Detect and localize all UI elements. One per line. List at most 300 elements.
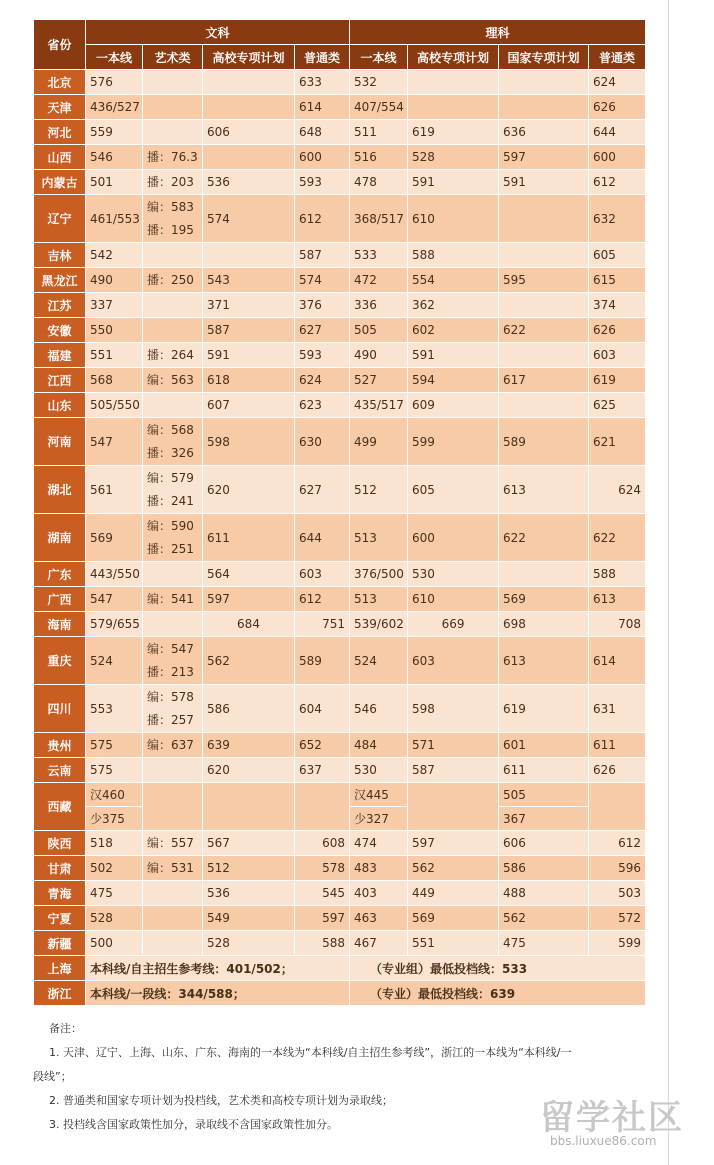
province-cell: 福建 xyxy=(34,343,86,368)
cell-li-1: 546 xyxy=(350,685,408,733)
cell-li-4: 622 xyxy=(589,514,646,562)
cell-li-3: 589 xyxy=(499,418,589,466)
cell-li-2: 597 xyxy=(408,831,499,856)
table-row xyxy=(34,906,646,931)
table-row xyxy=(34,70,646,95)
cell-li-3: 475 xyxy=(499,931,589,956)
cell-wen-1: 少375 xyxy=(86,807,143,831)
note-1: 1. 天津、辽宁、上海、山东、广东、海南的一本线为“本科线/自主招生参考线”，浙江的一本线为“本科线/一 xyxy=(49,1046,572,1059)
cell-line: 编：637 xyxy=(147,737,194,752)
cell-wen-3: 606 xyxy=(203,120,295,145)
cell-li-4: 612 xyxy=(589,170,646,195)
province-cell: 吉林 xyxy=(34,243,86,268)
cell-li-1: 403 xyxy=(350,881,408,906)
cell-wen-3: 620 xyxy=(203,758,295,783)
cell-wen-3: 598 xyxy=(203,418,295,466)
cell-wen-2 xyxy=(143,293,203,318)
table-row xyxy=(34,145,646,170)
cell-li-4: 631 xyxy=(589,685,646,733)
cell-li-4: 605 xyxy=(589,243,646,268)
province-cell: 内蒙古 xyxy=(34,170,86,195)
cell-li-4 xyxy=(589,783,646,831)
cell-wen-1: 436/527 xyxy=(86,95,143,120)
cell-li-4: 572 xyxy=(589,906,646,931)
cell-wen-1: 461/553 xyxy=(86,195,143,243)
cell-wen-1: 518 xyxy=(86,831,143,856)
cell-li-1: 474 xyxy=(350,831,408,856)
header-wen: 文科 xyxy=(86,20,350,45)
cell-wen-2 xyxy=(143,95,203,120)
cell-wen-1: 汉460 xyxy=(86,783,143,807)
cell-wen-2 xyxy=(143,318,203,343)
province-cell: 河南 xyxy=(34,418,86,466)
cell-li-3: 613 xyxy=(499,466,589,514)
cell-li-4: 626 xyxy=(589,95,646,120)
province-cell: 重庆 xyxy=(34,637,86,685)
cell-wen-3: 567 xyxy=(203,831,295,856)
cell-li-3 xyxy=(499,562,589,587)
cell-li-3 xyxy=(499,95,589,120)
cell-wen-3: 371 xyxy=(203,293,295,318)
cell-wen-4: 578 xyxy=(295,856,350,881)
cell-wen-3 xyxy=(203,70,295,95)
table-row xyxy=(34,587,646,612)
cell-wen-4: 597 xyxy=(295,906,350,931)
cell-wen-2 xyxy=(143,368,203,393)
table-row xyxy=(34,368,646,393)
cell-li-3: 611 xyxy=(499,758,589,783)
cell-li-2: 528 xyxy=(408,145,499,170)
cell-li-3: 562 xyxy=(499,906,589,931)
cell-wen-3: 620 xyxy=(203,466,295,514)
note-1-cont: 段线”； xyxy=(33,1070,72,1083)
province-cell: 辽宁 xyxy=(34,195,86,243)
cell-wen-4 xyxy=(295,783,350,831)
header-li-col: 一本线 xyxy=(350,45,408,70)
header-wen-col: 高校专项计划 xyxy=(203,45,295,70)
cell-li-4: 624 xyxy=(589,70,646,95)
cell-wen-2 xyxy=(143,343,203,368)
cell-wen-2 xyxy=(143,393,203,418)
cell-wen-4: 603 xyxy=(295,562,350,587)
special-note-right: （专业组）最低投档线：533 xyxy=(350,956,646,981)
province-cell: 江苏 xyxy=(34,293,86,318)
cell-wen-1: 443/550 xyxy=(86,562,143,587)
cell-li-3 xyxy=(499,243,589,268)
cell-li-2: 571 xyxy=(408,733,499,758)
cell-li-3 xyxy=(499,343,589,368)
cell-line: 编：590 xyxy=(147,518,194,533)
cell-li-1: 407/554 xyxy=(350,95,408,120)
cell-wen-3: 591 xyxy=(203,343,295,368)
cell-wen-1: 505/550 xyxy=(86,393,143,418)
header-wen-col: 普通类 xyxy=(295,45,350,70)
cell-wen-2 xyxy=(143,856,203,881)
cell-wen-2 xyxy=(143,466,203,514)
cell-line: 编：578 xyxy=(147,689,194,704)
cell-wen-3: 618 xyxy=(203,368,295,393)
cell-li-2: 362 xyxy=(408,293,499,318)
cell-wen-3: 536 xyxy=(203,170,295,195)
table-row xyxy=(34,931,646,956)
cell-line: 编：531 xyxy=(147,860,194,875)
cell-line: 播：257 xyxy=(147,712,194,727)
province-cell: 江西 xyxy=(34,368,86,393)
cell-wen-4: 604 xyxy=(295,685,350,733)
cell-li-1: 532 xyxy=(350,70,408,95)
cell-wen-3 xyxy=(203,145,295,170)
cell-li-4: 614 xyxy=(589,637,646,685)
cell-wen-4: 751 xyxy=(295,612,350,637)
province-cell: 云南 xyxy=(34,758,86,783)
cell-wen-1: 575 xyxy=(86,733,143,758)
cell-wen-3 xyxy=(203,243,295,268)
province-cell: 甘肃 xyxy=(34,856,86,881)
table-row xyxy=(34,170,646,195)
province-cell: 青海 xyxy=(34,881,86,906)
cell-li-4: 503 xyxy=(589,881,646,906)
cell-li-2: 551 xyxy=(408,931,499,956)
header-province: 省份 xyxy=(34,20,86,70)
cell-wen-2 xyxy=(143,514,203,562)
cell-wen-4: 608 xyxy=(295,831,350,856)
cell-li-1: 533 xyxy=(350,243,408,268)
table-row xyxy=(34,981,646,1006)
cell-li-4: 625 xyxy=(589,393,646,418)
cell-line: 播：241 xyxy=(147,493,194,508)
header-wen-col: 一本线 xyxy=(86,45,143,70)
cell-li-3 xyxy=(499,195,589,243)
cell-li-4: 632 xyxy=(589,195,646,243)
province-cell: 宁夏 xyxy=(34,906,86,931)
cell-wen-1: 502 xyxy=(86,856,143,881)
cell-wen-1: 550 xyxy=(86,318,143,343)
cell-li-4: 612 xyxy=(589,831,646,856)
cell-li-1: 524 xyxy=(350,637,408,685)
cell-wen-3: 562 xyxy=(203,637,295,685)
cell-wen-1: 490 xyxy=(86,268,143,293)
cell-wen-2 xyxy=(143,243,203,268)
cell-li-1: 505 xyxy=(350,318,408,343)
cell-wen-2 xyxy=(143,831,203,856)
cell-li-3 xyxy=(499,70,589,95)
province-cell: 广东 xyxy=(34,562,86,587)
cell-wen-1: 551 xyxy=(86,343,143,368)
cell-li-3: 617 xyxy=(499,368,589,393)
cell-wen-4: 600 xyxy=(295,145,350,170)
cell-li-1: 472 xyxy=(350,268,408,293)
cell-li-2: 587 xyxy=(408,758,499,783)
header-li: 理科 xyxy=(350,20,646,45)
cell-wen-2 xyxy=(143,612,203,637)
cell-li-1: 527 xyxy=(350,368,408,393)
cell-wen-3: 586 xyxy=(203,685,295,733)
cell-li-1: 336 xyxy=(350,293,408,318)
cell-line: 编：583 xyxy=(147,199,194,214)
cell-wen-2 xyxy=(143,195,203,243)
province-cell: 海南 xyxy=(34,612,86,637)
cell-wen-1: 500 xyxy=(86,931,143,956)
cell-wen-4: 612 xyxy=(295,587,350,612)
cell-wen-4: 627 xyxy=(295,466,350,514)
cell-wen-4: 633 xyxy=(295,70,350,95)
table-row xyxy=(34,783,646,807)
province-cell: 浙江 xyxy=(34,981,86,1006)
cell-li-3: 488 xyxy=(499,881,589,906)
cell-li-3 xyxy=(499,393,589,418)
cell-wen-4: 593 xyxy=(295,343,350,368)
cell-wen-4: 648 xyxy=(295,120,350,145)
cell-wen-1: 501 xyxy=(86,170,143,195)
cell-line: 编：579 xyxy=(147,470,194,485)
table-row xyxy=(34,831,646,856)
cell-wen-1: 542 xyxy=(86,243,143,268)
cell-wen-4: 644 xyxy=(295,514,350,562)
cell-li-1: 511 xyxy=(350,120,408,145)
province-cell: 北京 xyxy=(34,70,86,95)
cell-li-1: 530 xyxy=(350,758,408,783)
cell-li-2: 602 xyxy=(408,318,499,343)
province-cell: 西藏 xyxy=(34,783,86,831)
cell-li-4: 611 xyxy=(589,733,646,758)
table-row xyxy=(34,466,646,514)
cell-li-2: 619 xyxy=(408,120,499,145)
cell-li-4: 621 xyxy=(589,418,646,466)
note-3: 3. 投档线含国家政策性加分，录取线不含国家政策性加分。 xyxy=(49,1118,338,1131)
cell-wen-1: 546 xyxy=(86,145,143,170)
cell-li-1: 513 xyxy=(350,514,408,562)
cell-wen-4: 637 xyxy=(295,758,350,783)
province-cell: 黑龙江 xyxy=(34,268,86,293)
cell-wen-2 xyxy=(143,881,203,906)
table-row xyxy=(34,758,646,783)
watermark-text: 留学社区 xyxy=(540,1098,684,1138)
cell-wen-3: 512 xyxy=(203,856,295,881)
cell-li-1: 少327 xyxy=(350,807,408,831)
province-cell: 贵州 xyxy=(34,733,86,758)
cell-wen-4: 589 xyxy=(295,637,350,685)
province-cell: 四川 xyxy=(34,685,86,733)
cell-li-2: 591 xyxy=(408,343,499,368)
cell-wen-3: 549 xyxy=(203,906,295,931)
cell-wen-3: 528 xyxy=(203,931,295,956)
cell-li-2: 588 xyxy=(408,243,499,268)
cell-wen-2 xyxy=(143,70,203,95)
cell-line: 编：541 xyxy=(147,591,194,606)
cell-wen-2 xyxy=(143,758,203,783)
province-cell: 湖北 xyxy=(34,466,86,514)
cell-wen-1: 553 xyxy=(86,685,143,733)
cell-wen-4: 630 xyxy=(295,418,350,466)
cell-wen-1: 337 xyxy=(86,293,143,318)
province-cell: 广西 xyxy=(34,587,86,612)
cell-line: 播：251 xyxy=(147,541,194,556)
cell-wen-3: 684 xyxy=(203,612,295,637)
cell-line: 播：264 xyxy=(147,347,194,362)
cell-li-4: 708 xyxy=(589,612,646,637)
cell-li-3: 367 xyxy=(499,807,589,831)
cell-wen-2 xyxy=(143,733,203,758)
cell-li-1: 478 xyxy=(350,170,408,195)
table-row xyxy=(34,195,646,243)
cell-li-2: 598 xyxy=(408,685,499,733)
cell-wen-1: 576 xyxy=(86,70,143,95)
cell-li-1: 463 xyxy=(350,906,408,931)
note-2: 2. 普通类和国家专项计划为投档线，艺术类和高校专项计划为录取线； xyxy=(49,1094,393,1107)
cell-wen-4: 588 xyxy=(295,931,350,956)
cell-wen-2 xyxy=(143,268,203,293)
cell-li-3: 597 xyxy=(499,145,589,170)
cell-li-2 xyxy=(408,783,499,831)
table-row xyxy=(34,514,646,562)
province-cell: 山东 xyxy=(34,393,86,418)
cell-wen-4: 614 xyxy=(295,95,350,120)
cell-li-1: 467 xyxy=(350,931,408,956)
cell-li-2 xyxy=(408,95,499,120)
cell-wen-4: 612 xyxy=(295,195,350,243)
cell-li-2: 610 xyxy=(408,195,499,243)
cell-li-1: 513 xyxy=(350,587,408,612)
table-row xyxy=(34,268,646,293)
cell-li-3: 636 xyxy=(499,120,589,145)
cell-li-4: 600 xyxy=(589,145,646,170)
cell-li-1: 368/517 xyxy=(350,195,408,243)
cell-wen-3: 607 xyxy=(203,393,295,418)
cell-wen-1: 524 xyxy=(86,637,143,685)
cell-wen-3 xyxy=(203,783,295,831)
cell-wen-3: 597 xyxy=(203,587,295,612)
cell-li-1: 484 xyxy=(350,733,408,758)
special-note-left: 本科线/自主招生参考线：401/502； xyxy=(86,956,350,981)
cell-li-2: 591 xyxy=(408,170,499,195)
table-row xyxy=(34,733,646,758)
cell-li-3: 595 xyxy=(499,268,589,293)
header-li-col: 普通类 xyxy=(589,45,646,70)
cell-li-1: 汉445 xyxy=(350,783,408,807)
cell-wen-4: 593 xyxy=(295,170,350,195)
header-li-col: 国家专项计划 xyxy=(499,45,589,70)
cell-wen-2 xyxy=(143,931,203,956)
table-row xyxy=(34,418,646,466)
cell-li-2: 603 xyxy=(408,637,499,685)
table-row xyxy=(34,120,646,145)
cell-li-3: 505 xyxy=(499,783,589,807)
cell-line: 播：326 xyxy=(147,445,194,460)
table-row xyxy=(34,881,646,906)
cell-li-4: 599 xyxy=(589,931,646,956)
cell-li-4: 624 xyxy=(589,466,646,514)
cell-li-1: 539/602 xyxy=(350,612,408,637)
cell-wen-1: 528 xyxy=(86,906,143,931)
province-cell: 天津 xyxy=(34,95,86,120)
cell-li-4: 619 xyxy=(589,368,646,393)
cell-line: 编：547 xyxy=(147,641,194,656)
cell-line: 播：213 xyxy=(147,664,194,679)
watermark-logo xyxy=(540,1090,705,1160)
cell-wen-2 xyxy=(143,562,203,587)
province-cell: 陕西 xyxy=(34,831,86,856)
cell-wen-2 xyxy=(143,685,203,733)
cell-wen-3: 639 xyxy=(203,733,295,758)
cell-wen-4: 624 xyxy=(295,368,350,393)
cell-wen-4: 574 xyxy=(295,268,350,293)
cell-li-1: 490 xyxy=(350,343,408,368)
cell-wen-2 xyxy=(143,120,203,145)
cell-wen-2 xyxy=(143,170,203,195)
cell-wen-1: 568 xyxy=(86,368,143,393)
cell-li-4: 626 xyxy=(589,318,646,343)
cell-li-1: 499 xyxy=(350,418,408,466)
cell-wen-1: 561 xyxy=(86,466,143,514)
cell-line: 编：557 xyxy=(147,835,194,850)
province-cell: 安徽 xyxy=(34,318,86,343)
cell-line: 播：76.3 xyxy=(147,149,198,164)
cell-wen-3: 611 xyxy=(203,514,295,562)
cell-wen-3: 536 xyxy=(203,881,295,906)
cell-li-3: 606 xyxy=(499,831,589,856)
cell-li-4: 613 xyxy=(589,587,646,612)
cell-wen-1: 575 xyxy=(86,758,143,783)
table-row xyxy=(34,956,646,981)
table-row xyxy=(34,856,646,881)
cell-li-3: 601 xyxy=(499,733,589,758)
watermark-url: bbs.liuxue86.com xyxy=(550,1134,657,1148)
cell-li-4: 615 xyxy=(589,268,646,293)
cell-li-2: 449 xyxy=(408,881,499,906)
table-row xyxy=(34,95,646,120)
cell-wen-1: 559 xyxy=(86,120,143,145)
cell-li-4: 596 xyxy=(589,856,646,881)
cell-wen-1: 579/655 xyxy=(86,612,143,637)
cell-li-1: 376/500 xyxy=(350,562,408,587)
cell-li-3 xyxy=(499,293,589,318)
cell-wen-2 xyxy=(143,906,203,931)
cell-li-3: 619 xyxy=(499,685,589,733)
cell-li-2: 605 xyxy=(408,466,499,514)
cell-li-4: 644 xyxy=(589,120,646,145)
cell-li-4: 603 xyxy=(589,343,646,368)
cell-li-2: 669 xyxy=(408,612,499,637)
cell-wen-1: 547 xyxy=(86,587,143,612)
cell-line: 播：203 xyxy=(147,174,194,189)
cell-li-4: 626 xyxy=(589,758,646,783)
cell-wen-2 xyxy=(143,637,203,685)
cell-li-2: 610 xyxy=(408,587,499,612)
cell-wen-2 xyxy=(143,783,203,831)
cell-li-3: 569 xyxy=(499,587,589,612)
header-wen-col: 艺术类 xyxy=(143,45,203,70)
cell-li-3: 622 xyxy=(499,318,589,343)
cell-wen-1: 475 xyxy=(86,881,143,906)
cell-li-2: 600 xyxy=(408,514,499,562)
table-row xyxy=(34,685,646,733)
cell-li-2: 609 xyxy=(408,393,499,418)
cell-wen-2 xyxy=(143,587,203,612)
special-note-right: （专业）最低投档线：639 xyxy=(350,981,646,1006)
cell-wen-4: 376 xyxy=(295,293,350,318)
score-table xyxy=(33,19,646,1006)
cell-wen-2 xyxy=(143,418,203,466)
province-cell: 河北 xyxy=(34,120,86,145)
cell-li-2: 530 xyxy=(408,562,499,587)
table-row xyxy=(34,637,646,685)
table-row xyxy=(34,612,646,637)
table-body xyxy=(34,70,646,1006)
cell-wen-1: 547 xyxy=(86,418,143,466)
cell-li-2: 554 xyxy=(408,268,499,293)
cell-wen-4: 627 xyxy=(295,318,350,343)
table-row xyxy=(34,318,646,343)
